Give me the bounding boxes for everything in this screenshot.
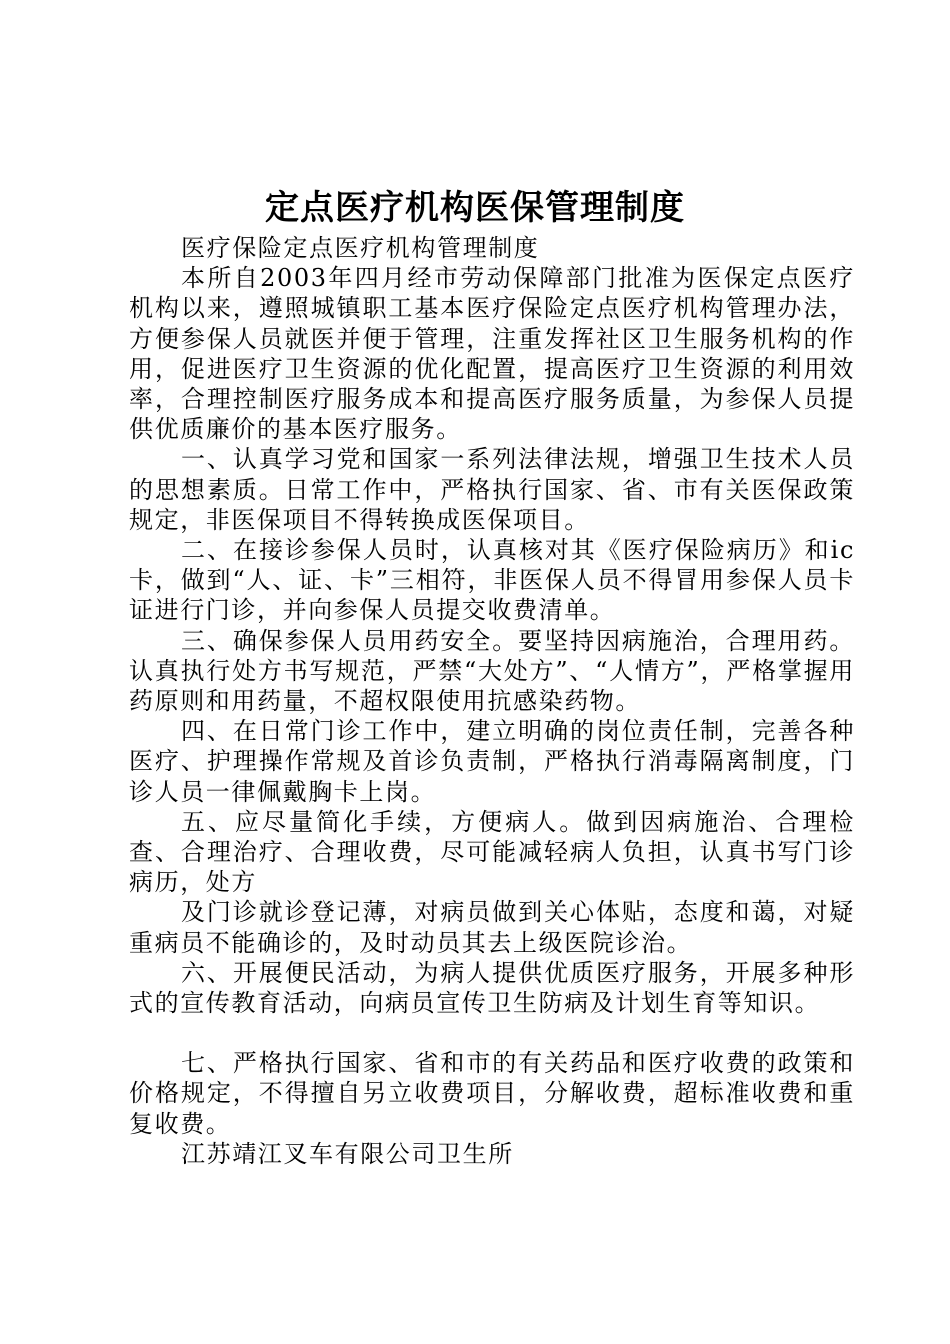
paragraph-item-2: 二、在接诊参保人员时，认真核对其《医疗保险病历》和ic卡，做到“人、证、卡”三相符，非医保人员不得冒用参保人员卡证进行门诊，并向参保人员提交收费清单。: [129, 536, 855, 625]
paragraph-signature: 江苏靖江叉车有限公司卫生所: [181, 1139, 514, 1168]
paragraph-item-5-continued: 及门诊就诊登记薄，对病员做到关心体贴，态度和蔼，对疑重病员不能确诊的，及时动员其去上级医院诊治。: [129, 898, 855, 957]
paragraph-item-7: 七、严格执行国家、省和市的有关药品和医疗收费的政策和价格规定，不得擅自另立收费项目，分解收费，超标准收费和重复收费。: [129, 1049, 855, 1138]
paragraph-item-3: 三、确保参保人员用药安全。要坚持因病施治，合理用药。认真执行处方书写规范，严禁“大处方”、“人情方”，严格掌握用药原则和用药量，不超权限使用抗感染药物。: [129, 626, 855, 716]
paragraph-subtitle: 医疗保险定点医疗机构管理制度: [181, 234, 540, 262]
paragraph-item-1: 一、认真学习党和国家一系列法律法规，增强卫生技术人员的思想素质。日常工作中，严格执行国家、省、市有关医保政策规定，非医保项目不得转换成医保项目。: [129, 445, 855, 534]
paragraph-item-5: 五、应尽量简化手续，方便病人。做到因病施治、合理检查、合理治疗、合理收费，尽可能减轻病人负担，认真书写门诊病历，处方: [129, 807, 855, 897]
document-title: 定点医疗机构医保管理制度: [265, 188, 685, 228]
document-body: [129, 233, 855, 1169]
paragraph-item-6: 六、开展便民活动，为病人提供优质医疗服务，开展多种形式的宣传教育活动，向病员宣传卫生防病及计划生育等知识。: [129, 958, 855, 1018]
paragraph-intro: 本所自2003年四月经市劳动保障部门批准为医保定点医疗机构以来，遵照城镇职工基本医疗保险定点医疗机构管理办法，方便参保人员就医并便于管理，注重发挥社区卫生服务机构的作用，促进医疗卫生资源的优化配置，提高医疗卫生资源的利用效率，合理控制医疗服务成本和提高医疗服务质量，为参保人员提供优质廉价的基本医疗服务。: [129, 264, 855, 444]
paragraph-item-4: 四、在日常门诊工作中，建立明确的岗位责任制，完善各种医疗、护理操作常规及首诊负责制，严格执行消毒隔离制度，门诊人员一律佩戴胸卡上岗。: [129, 717, 855, 806]
